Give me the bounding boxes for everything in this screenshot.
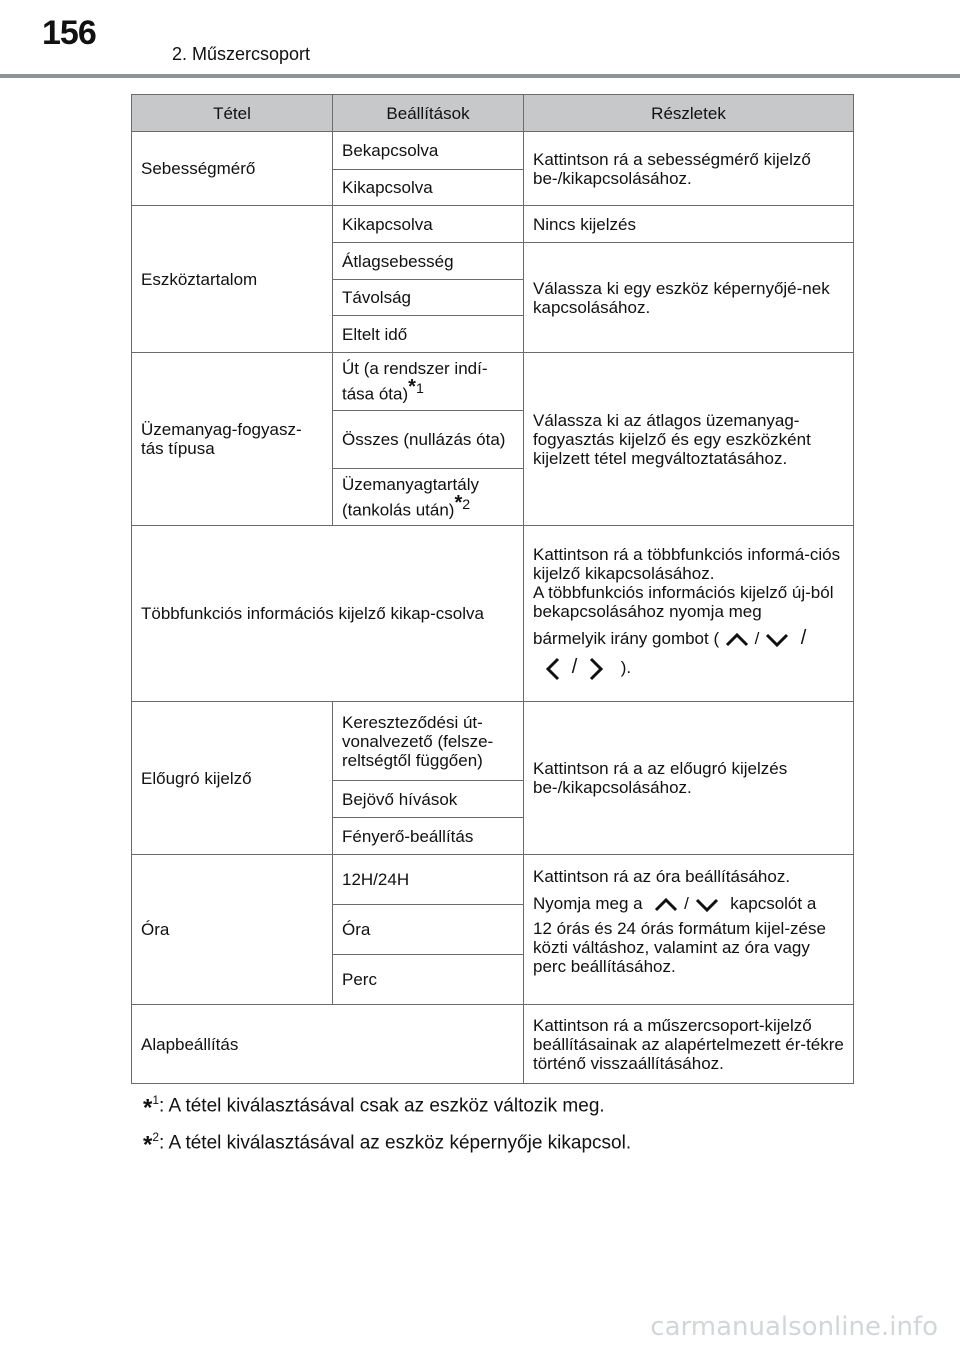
setting-cell: Bekapcsolva (333, 132, 524, 170)
table-row (132, 702, 854, 781)
setting-cell: Bejövő hívások (333, 781, 524, 818)
setting-cell (333, 353, 524, 411)
detail-cell (524, 855, 854, 1005)
chevron-left-icon (545, 656, 561, 682)
item-gauge-content: Eszköztartalom (132, 206, 333, 353)
detail-cell (524, 526, 854, 702)
header-divider (0, 74, 960, 78)
setting-cell: Összes (nullázás óta) (333, 411, 524, 469)
header-settings: Beállítások (333, 95, 524, 132)
chevron-up-icon (724, 632, 750, 648)
detail-text: Kattintson rá a többfunkciós informá-ciós kijelző kikapcsolásához. (533, 545, 841, 583)
detail-text: A többfunkciós információs kijelző új-ból bekapcsolásához nyomja meg (533, 583, 834, 621)
header-details: Részletek (524, 95, 854, 132)
item-clock: Óra (132, 855, 333, 1005)
setting-cell: Fényerő-beállítás (333, 818, 524, 855)
footnote-ref: *1 (408, 376, 424, 399)
setting-cell: Óra (333, 905, 524, 955)
chevron-down-icon (764, 632, 790, 648)
table-row (132, 526, 854, 702)
table-header-row (132, 95, 854, 132)
setting-label: Üzemanyagtartály (tankolás után) (342, 474, 480, 520)
detail-cell: Kattintson rá a sebességmérő kijelző be-/kikapcsolásához. (524, 132, 854, 206)
setting-cell: Eltelt idő (333, 316, 524, 353)
setting-cell: Perc (333, 955, 524, 1005)
chevron-down-icon (694, 897, 720, 913)
setting-cell: Távolság (333, 280, 524, 316)
item-fuel-consumption: Üzemanyag-fogyasz-tás típusa (132, 353, 333, 526)
item-speedometer: Sebességmérő (132, 132, 333, 206)
item-mid-off: Többfunkciós információs kijelző kikap-csolva (132, 526, 524, 702)
setting-cell (333, 469, 524, 526)
table-row (132, 132, 854, 170)
table-row (132, 353, 854, 411)
detail-text: Kattintson rá az óra beállításához. (533, 867, 791, 886)
detail-cell: Nincs kijelzés (524, 206, 854, 243)
table-row (132, 855, 854, 905)
footnote-1: *$^1$: A tétel kiválasztásával csak az eszköz változik meg. (143, 1093, 605, 1122)
setting-label: Út (a rendszer indí-tása óta) (342, 359, 488, 404)
chevron-up-icon (653, 897, 679, 913)
setting-cell: 12H/24H (333, 855, 524, 905)
item-hud: Előugró kijelző (132, 702, 333, 855)
detail-text: / ). (533, 656, 845, 682)
detail-cell: Válassza ki egy eszköz képernyőjé-nek kapcsolásához. (524, 243, 854, 353)
chevron-right-icon (588, 656, 604, 682)
page-number: 156 (42, 14, 96, 52)
setting-cell: Kikapcsolva (333, 170, 524, 206)
watermark: carmanualsonline.info (650, 1312, 938, 1342)
detail-text: bármelyik irány gombot ( / / (533, 627, 807, 649)
table-row (132, 1005, 854, 1084)
item-default: Alapbeállítás (132, 1005, 524, 1084)
setting-cell: Kikapcsolva (333, 206, 524, 243)
chapter-title: 2. Műszercsoport (172, 44, 311, 64)
footnote-ref: *2 (454, 491, 471, 514)
setting-cell: Kereszteződési út-vonalvezető (felsze-reltségtől függően) (333, 702, 524, 781)
detail-cell: Kattintson rá a műszercsoport-kijelző beállításainak az alapértelmezett ér-tékre történő visszaállításához. (524, 1005, 854, 1084)
detail-cell: Válassza ki az átlagos üzemanyag-fogyasztás kijelző és egy eszközként kijelzett tétel megváltoztatásához. (524, 353, 854, 526)
setting-cell: Átlagsebesség (333, 243, 524, 280)
settings-table (131, 94, 854, 1084)
detail-text: 12 órás és 24 órás formátum kijel-zése közti váltáshoz, valamint az óra vagy perc beállításához. (533, 919, 826, 976)
detail-cell: Kattintson rá a az előugró kijelzés be-/kikapcsolásához. (524, 702, 854, 855)
detail-text: Nyomja meg a / kapcsolót a (533, 894, 817, 913)
footnote-2: *$^2$: A tétel kiválasztásával az eszköz képernyője kikapcsol. (143, 1130, 632, 1159)
header-item: Tétel (132, 95, 333, 132)
table-row (132, 206, 854, 243)
